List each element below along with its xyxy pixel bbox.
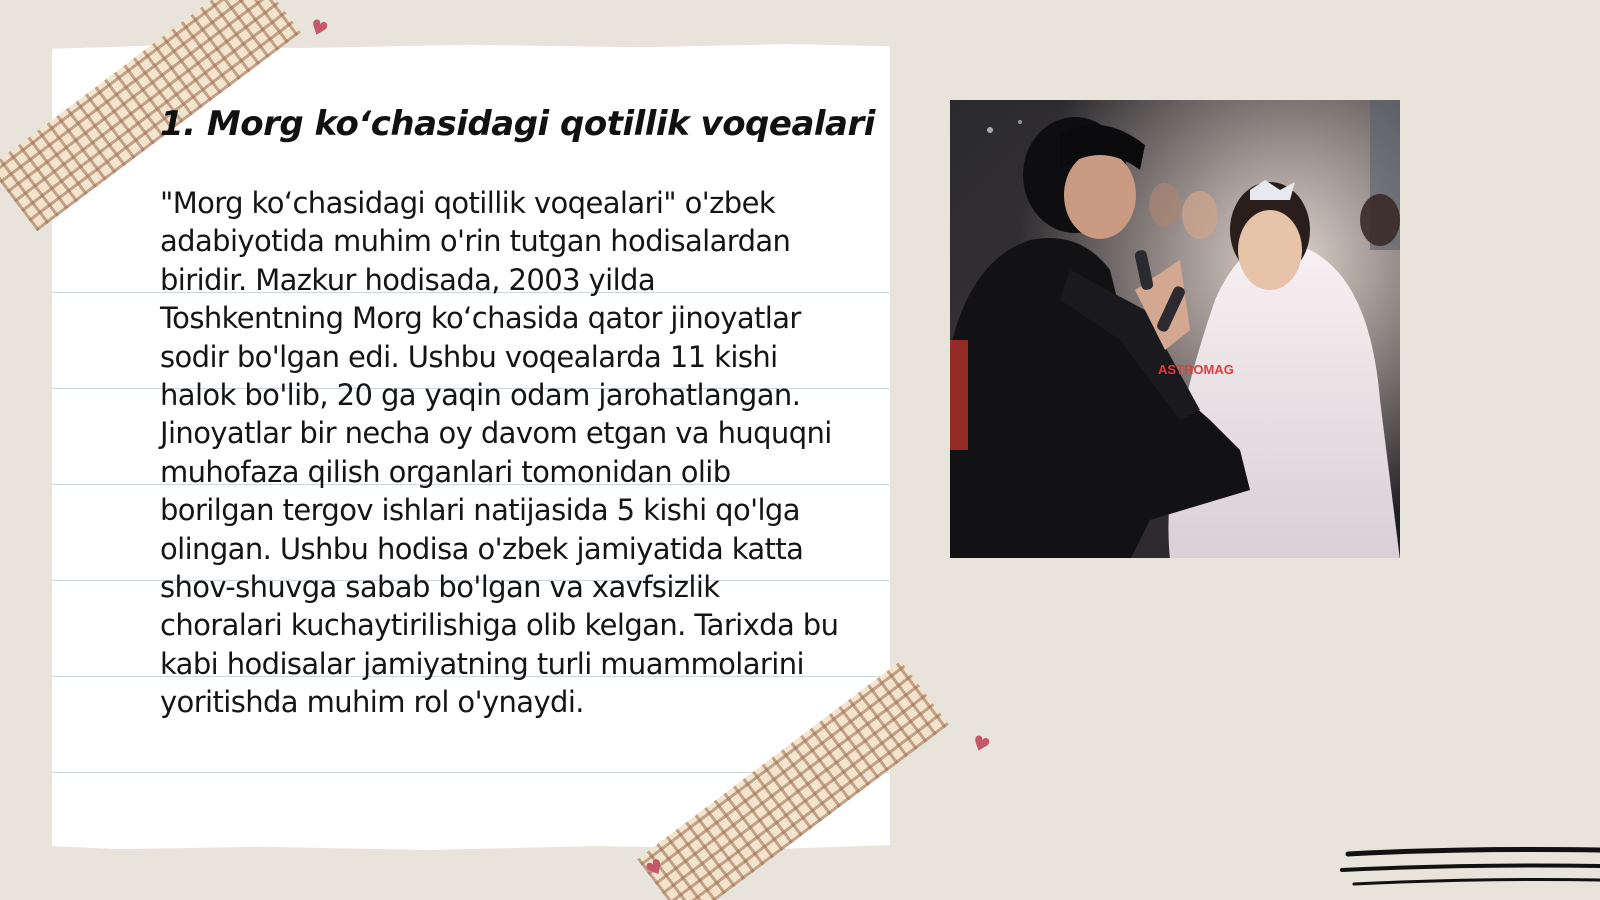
wedding-photo-image — [950, 100, 1400, 558]
heart-icon: ♥ — [968, 729, 994, 759]
slide-title: 1. Morg ko‘chasidagi qotillik voqealari — [160, 104, 875, 144]
svg-text:ASTROMAG: ASTROMAG — [1158, 362, 1234, 377]
wedding-photo — [950, 100, 1400, 558]
brush-strokes-decoration — [1340, 840, 1600, 900]
heart-icon: ♥ — [641, 853, 669, 883]
heart-icon: ♥ — [306, 13, 332, 43]
slide-body-text: "Morg ko‘chasidagi qotillik voqealari" o'zbek adabiyotida muhim o'rin tutgan hodisalardan biridir. Mazkur hodisada, 2003 yilda Toshkentning Morg ko‘chasida qator jinoyatlar sodir bo'lgan edi. Ushbu voqealarda 11 kishi halok bo'lib, 20 ga yaqin odam jarohatlangan. Jinoyatlar bir necha oy davom etgan va huquqni muhofaza qilish organlari tomonidan olib borilgan tergov ishlari natijasida 5 kishi qo'lga olingan. Ushbu hodisa o'zbek jamiyatida katta shov-shuvga sabab bo'lgan va xavfsizlik choralari kuchaytirilishiga olib kelgan. Tarixda bu kabi hodisalar jamiyatning turli muammolarini yoritishda muhim rol o'ynaydi. — [160, 186, 839, 720]
